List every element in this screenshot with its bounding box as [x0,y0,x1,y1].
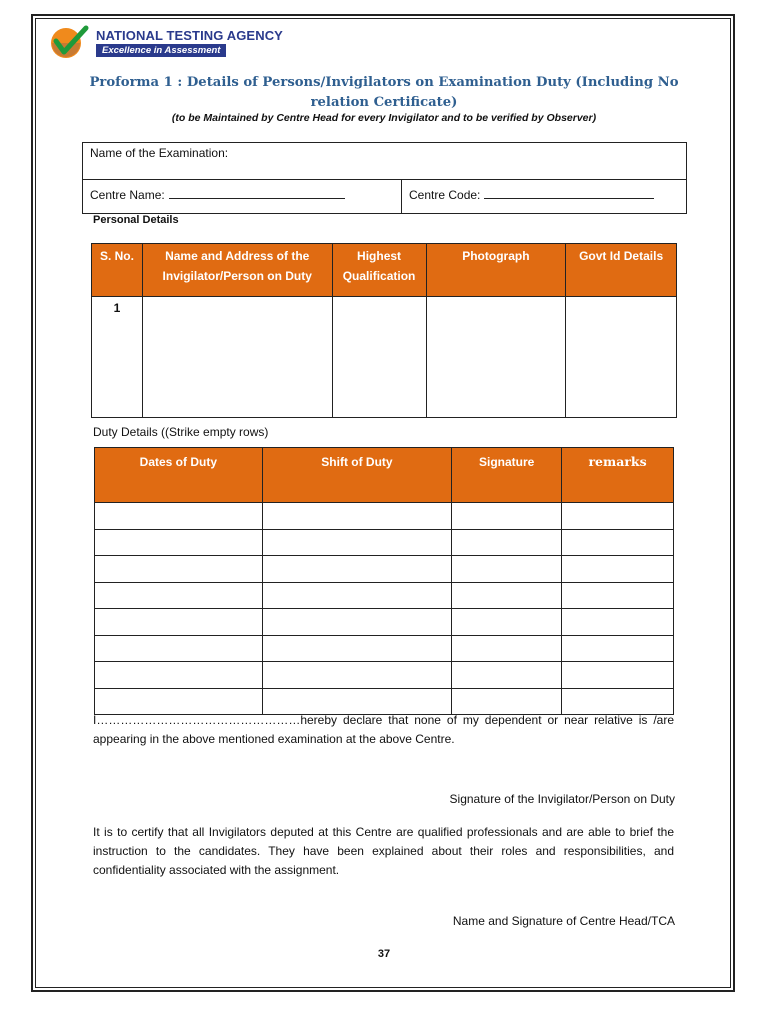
cell-date[interactable] [95,503,263,530]
centre-row [83,179,686,213]
declaration-text: I……………………………………………hereby declare that none of my dependent or near relative is /are appearing in the above mentioned examination at the above Centre. [93,713,674,746]
exam-info-box [82,142,687,214]
cell-remarks[interactable] [562,635,674,662]
header-dates-of-duty: Dates of Duty [95,448,263,503]
cell-signature[interactable] [452,609,562,636]
header-name-address: Name and Address of the Invigilator/Person on Duty [142,244,332,297]
cell-shift[interactable] [262,582,452,609]
centre-name-blank[interactable] [169,187,345,199]
table-row [95,609,674,636]
table-row [95,556,674,583]
cell-govt-id[interactable] [566,297,677,418]
duty-details-label: Duty Details ((Strike empty rows) [93,425,269,439]
header-remarks: remarks [562,448,674,503]
org-tagline: Excellence in Assessment [96,44,226,57]
header-qualification: Highest Qualification [332,244,426,297]
cell-shift[interactable] [262,503,452,530]
header-govt-id: Govt Id Details [566,244,677,297]
table-row [95,635,674,662]
centre-code-blank[interactable] [484,187,654,199]
personal-details-label: Personal Details [93,214,179,226]
cell-remarks[interactable] [562,556,674,583]
cell-signature[interactable] [452,503,562,530]
cell-signature[interactable] [452,556,562,583]
cell-signature[interactable] [452,582,562,609]
header-signature: Signature [452,448,562,503]
personal-details-header-row [92,244,677,297]
centre-code-field[interactable] [409,187,654,202]
header-shift-of-duty: Shift of Duty [262,448,452,503]
header-photograph: Photograph [426,244,566,297]
cell-date[interactable] [95,529,263,556]
centre-name-field[interactable] [90,187,345,202]
cell-date[interactable] [95,582,263,609]
cell-qualification[interactable] [332,297,426,418]
page-title: Proforma 1 : Details of Persons/Invigilators on Examination Duty (Including No relation Certificate) [89,75,679,110]
table-row [95,582,674,609]
table-row [92,297,677,418]
cell-date[interactable] [95,556,263,583]
exam-name-row [83,143,686,180]
cell-shift[interactable] [262,609,452,636]
table-row [95,529,674,556]
centre-head-signature-label: Name and Signature of Centre Head/TCA [452,914,675,928]
cell-name-address[interactable] [142,297,332,418]
cell-date[interactable] [95,635,263,662]
duty-details-header-row [95,448,674,503]
cell-remarks[interactable] [562,662,674,689]
centre-divider [401,179,402,213]
invigilator-signature-label: Signature of the Invigilator/Person on Duty [449,792,675,806]
exam-name-label: Name of the Examination: [90,146,229,160]
nta-logo [46,24,283,62]
cell-signature[interactable] [452,635,562,662]
page-subtitle: (to be Maintained by Centre Head for every Invigilator and to be verified by Observer) [171,112,597,124]
cell-shift[interactable] [262,635,452,662]
cell-shift[interactable] [262,556,452,583]
cell-remarks[interactable] [562,503,674,530]
cell-remarks[interactable] [562,609,674,636]
cell-remarks[interactable] [562,582,674,609]
centre-code-label: Centre Code: [409,188,481,202]
org-name: NATIONAL TESTING AGENCY [96,28,283,43]
cell-sno: 1 [92,297,143,418]
table-row [95,503,674,530]
cell-signature[interactable] [452,662,562,689]
cell-remarks[interactable] [562,529,674,556]
cell-date[interactable] [95,609,263,636]
page-number: 37 [377,948,391,960]
duty-details-table [94,447,674,715]
cell-date[interactable] [95,662,263,689]
header-sno: S. No. [92,244,143,297]
cell-shift[interactable] [262,529,452,556]
personal-details-table [91,243,677,418]
table-row [95,662,674,689]
cell-photograph[interactable] [426,297,566,418]
nta-emblem-icon [46,24,90,62]
centre-name-label: Centre Name: [90,188,165,202]
certification-text: It is to certify that all Invigilators deputed at this Centre are qualified professionals and are able to brief the instruction to the candidates. They have been explained about their roles and responsibilities, and confidentiality associated with the assignment. [93,825,674,877]
cell-signature[interactable] [452,529,562,556]
cell-shift[interactable] [262,662,452,689]
